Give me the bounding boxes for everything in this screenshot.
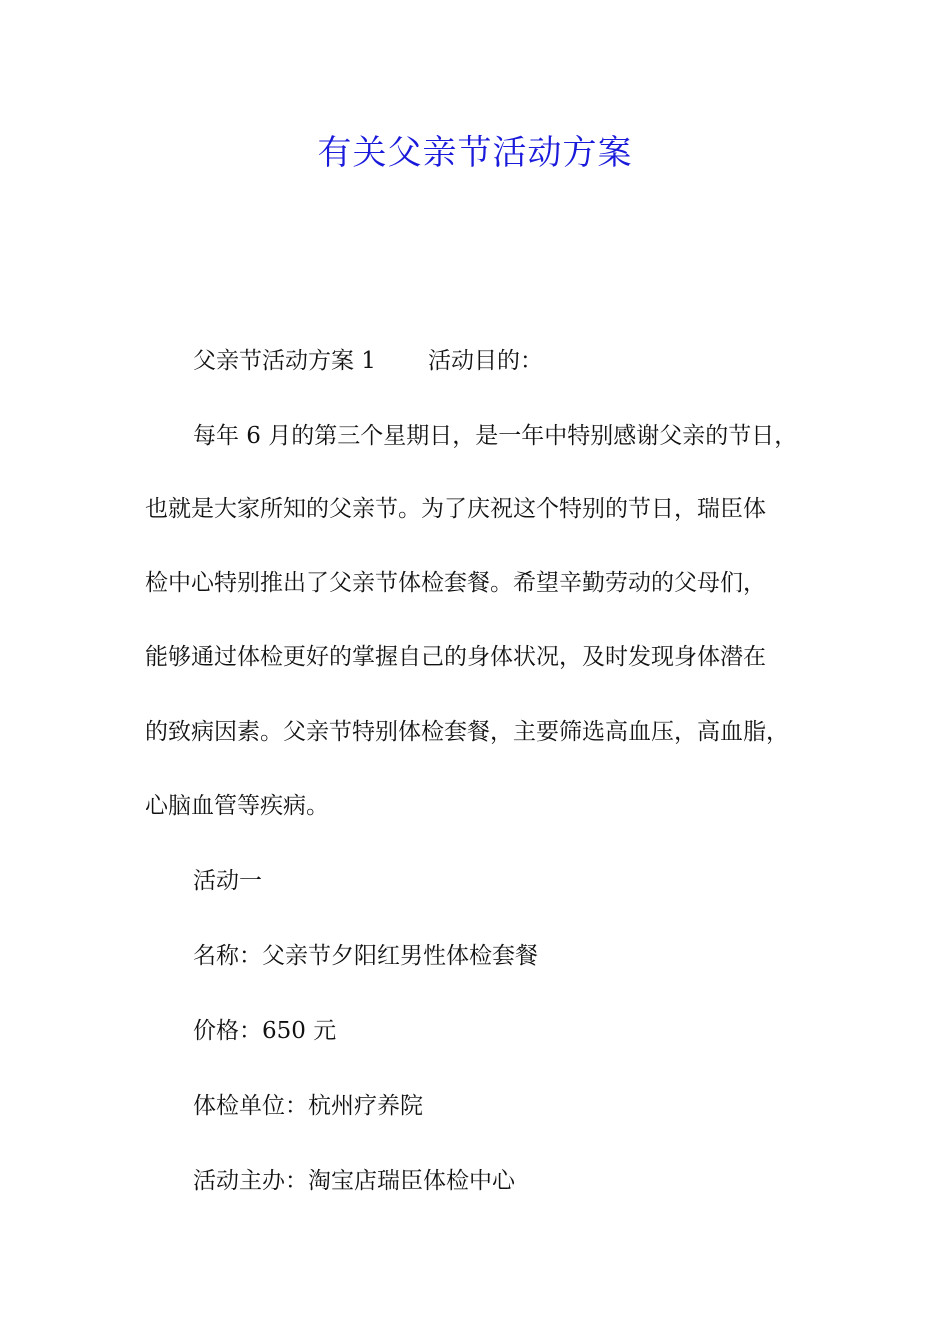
activity-organizer: 活动主办：淘宝店瑞臣体检中心: [193, 1168, 515, 1194]
activity-price: 价格：650 元: [193, 1018, 337, 1044]
plan-heading: 父亲节活动方案 1: [193, 348, 376, 374]
plan-heading-line: [193, 346, 543, 376]
document-title: 有关父亲节活动方案: [317, 133, 633, 173]
activity-heading: 活动一: [193, 868, 262, 894]
activity-name: 名称：父亲节夕阳红男性体检套餐: [193, 943, 538, 969]
paragraph-line-6: 心脑血管等疾病。: [145, 793, 329, 819]
paragraph-line-2: 也就是大家所知的父亲节。为了庆祝这个特别的节日，瑞臣体: [145, 496, 766, 522]
activity-unit: 体检单位：杭州疗养院: [193, 1093, 423, 1119]
paragraph-line-4: 能够通过体检更好的掌握自己的身体状况，及时发现身体潜在: [145, 644, 766, 670]
paragraph-line-1: 每年 6 月的第三个星期日，是一年中特别感谢父亲的节日，: [193, 423, 798, 449]
paragraph-line-5: 的致病因素。父亲节特别体检套餐，主要筛选高血压，高血脂，: [145, 719, 789, 745]
paragraph-line-3: 检中心特别推出了父亲节体检套餐。希望辛勤劳动的父母们，: [145, 570, 766, 596]
purpose-label: 活动目的：: [427, 348, 543, 374]
